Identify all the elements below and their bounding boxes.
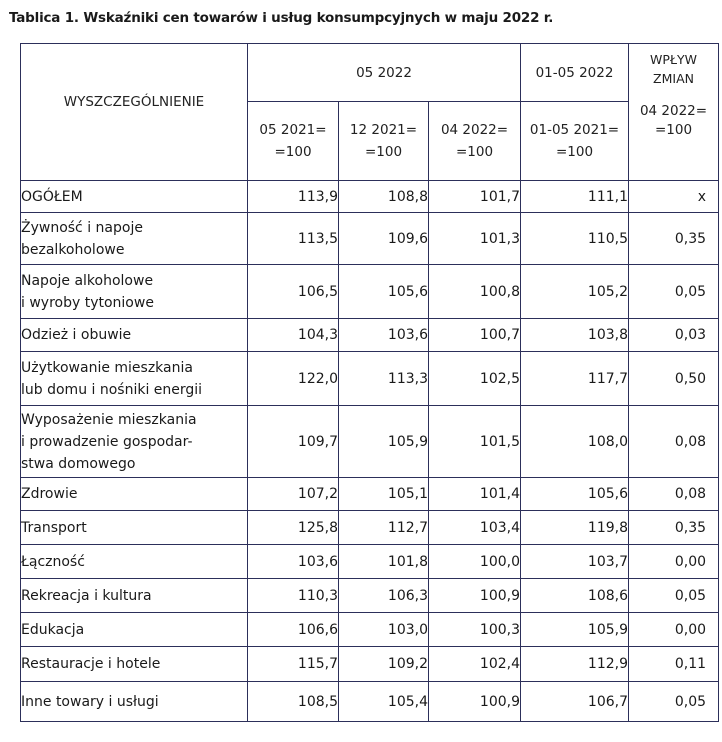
sub-header-0 <box>248 102 339 181</box>
header-wplyw <box>629 44 719 181</box>
row-value-col-4: 0,08 <box>629 406 719 478</box>
row-value-col-3: 110,5 <box>521 213 629 265</box>
header-wplyw-sub-l1: 04 2022= <box>639 103 708 119</box>
row-label-line: Rekreacja i kultura <box>21 587 152 604</box>
row-label <box>21 213 248 265</box>
row-label-line: Żywność i napoje <box>21 219 143 236</box>
table-row <box>21 213 719 265</box>
row-label <box>21 545 248 579</box>
table-row <box>21 579 719 613</box>
row-value-col-4: 0,05 <box>629 682 719 722</box>
row-label-line: i wyroby tytoniowe <box>21 294 154 311</box>
row-value-col-1: 105,1 <box>339 478 429 511</box>
row-value-col-2: 101,7 <box>429 181 521 213</box>
cpi-table <box>20 43 719 722</box>
row-value-col-3: 117,7 <box>521 352 629 406</box>
row-value-col-2: 102,5 <box>429 352 521 406</box>
row-value-col-3: 103,8 <box>521 319 629 352</box>
row-value-col-3: 106,7 <box>521 682 629 722</box>
row-label-line: Edukacja <box>21 621 85 638</box>
header-group-01-05-2022: 01-05 2022 <box>521 44 629 102</box>
row-value-col-3: 119,8 <box>521 511 629 545</box>
sub-header-line2: =100 <box>364 144 403 160</box>
row-value-col-3: 112,9 <box>521 647 629 682</box>
sub-header-line1: 05 2021= <box>259 122 327 138</box>
row-value-col-0: 125,8 <box>248 511 339 545</box>
sub-header-line1: 01-05 2021= <box>529 122 620 138</box>
row-value-col-1: 105,6 <box>339 265 429 319</box>
row-value-col-1: 108,8 <box>339 181 429 213</box>
sub-header-2 <box>429 102 521 181</box>
sub-header-line2: =100 <box>455 144 494 160</box>
header-wplyw-l1: WPŁYW <box>650 52 697 67</box>
row-label <box>21 352 248 406</box>
row-value-col-3: 108,0 <box>521 406 629 478</box>
row-value-col-4: 0,05 <box>629 265 719 319</box>
header-group-05-2022: 05 2022 <box>248 44 521 102</box>
header-wplyw-l2: ZMIAN <box>653 71 694 86</box>
table-row <box>21 545 719 579</box>
row-value-col-2: 100,3 <box>429 613 521 647</box>
row-label-line: Łączność <box>21 553 85 570</box>
row-value-col-1: 109,2 <box>339 647 429 682</box>
row-value-col-3: 103,7 <box>521 545 629 579</box>
row-value-col-0: 106,6 <box>248 613 339 647</box>
row-value-col-4: 0,00 <box>629 613 719 647</box>
row-value-col-2: 102,4 <box>429 647 521 682</box>
row-value-col-0: 113,5 <box>248 213 339 265</box>
sub-header-line2: =100 <box>555 144 594 160</box>
row-value-col-0: 108,5 <box>248 682 339 722</box>
row-value-col-4: 0,11 <box>629 647 719 682</box>
row-value-col-3: 108,6 <box>521 579 629 613</box>
row-value-col-0: 103,6 <box>248 545 339 579</box>
row-label <box>21 579 248 613</box>
row-label-line: Transport <box>21 519 87 536</box>
row-label <box>21 265 248 319</box>
row-value-col-2: 100,0 <box>429 545 521 579</box>
row-value-col-0: 109,7 <box>248 406 339 478</box>
row-value-col-2: 101,5 <box>429 406 521 478</box>
row-label-line: stwa domowego <box>21 455 136 472</box>
table-row <box>21 265 719 319</box>
row-value-col-1: 109,6 <box>339 213 429 265</box>
table-row <box>21 613 719 647</box>
row-value-col-3: 105,2 <box>521 265 629 319</box>
row-label-line: Wyposażenie mieszkania <box>21 411 197 428</box>
row-label <box>21 319 248 352</box>
row-value-col-4: 0,03 <box>629 319 719 352</box>
row-label-line: i prowadzenie gospodar- <box>21 433 193 450</box>
row-label-line: Odzież i obuwie <box>21 327 132 343</box>
row-label-line: Napoje alkoholowe <box>21 272 154 289</box>
row-label-line: Restauracje i hotele <box>21 656 161 672</box>
row-value-col-0: 115,7 <box>248 647 339 682</box>
row-label-line: Inne towary i usługi <box>21 693 159 710</box>
row-label <box>21 511 248 545</box>
row-value-col-3: 105,9 <box>521 613 629 647</box>
table-row <box>21 406 719 478</box>
table-row <box>21 647 719 682</box>
row-label <box>21 406 248 478</box>
row-value-col-2: 100,7 <box>429 319 521 352</box>
row-label-line: lub domu i nośniki energii <box>21 381 203 398</box>
row-value-col-0: 110,3 <box>248 579 339 613</box>
row-label <box>21 647 248 682</box>
sub-header-line1: 04 2022= <box>440 122 509 138</box>
table-row <box>21 319 719 352</box>
row-value-col-2: 100,8 <box>429 265 521 319</box>
row-value-col-1: 103,0 <box>339 613 429 647</box>
row-value-col-4: 0,35 <box>629 511 719 545</box>
row-value-col-0: 113,9 <box>248 181 339 213</box>
table-row <box>21 181 719 213</box>
row-value-col-2: 101,4 <box>429 478 521 511</box>
table-row <box>21 478 719 511</box>
table-title: Tablica 1. Wskaźniki cen towarów i usług konsumpcyjnych w maju 2022 r. <box>9 10 554 26</box>
header-wplyw-sub-l2: =100 <box>654 122 693 138</box>
row-value-col-4: x <box>629 181 719 213</box>
row-label <box>21 682 248 722</box>
row-value-col-2: 101,3 <box>429 213 521 265</box>
row-value-col-1: 106,3 <box>339 579 429 613</box>
row-value-col-1: 103,6 <box>339 319 429 352</box>
row-value-col-4: 0,05 <box>629 579 719 613</box>
row-value-col-3: 105,6 <box>521 478 629 511</box>
table-row <box>21 352 719 406</box>
row-label-line: bezalkoholowe <box>21 241 125 258</box>
sub-header-3 <box>521 102 629 181</box>
row-value-col-1: 113,3 <box>339 352 429 406</box>
header-category: WYSZCZEGÓLNIENIE <box>21 44 248 181</box>
sub-header-line2: =100 <box>274 144 312 160</box>
table-body <box>21 181 719 722</box>
row-value-col-1: 101,8 <box>339 545 429 579</box>
row-label <box>21 181 248 213</box>
row-label <box>21 478 248 511</box>
row-label-line: Użytkowanie mieszkania <box>21 359 193 376</box>
row-value-col-2: 100,9 <box>429 579 521 613</box>
row-label-line: Zdrowie <box>21 486 78 502</box>
row-value-col-4: 0,50 <box>629 352 719 406</box>
table-row <box>21 682 719 722</box>
sub-header-1 <box>339 102 429 181</box>
row-value-col-4: 0,35 <box>629 213 719 265</box>
row-value-col-4: 0,08 <box>629 478 719 511</box>
row-value-col-1: 105,4 <box>339 682 429 722</box>
table-row <box>21 511 719 545</box>
row-value-col-4: 0,00 <box>629 545 719 579</box>
row-label <box>21 613 248 647</box>
row-value-col-2: 100,9 <box>429 682 521 722</box>
row-value-col-0: 106,5 <box>248 265 339 319</box>
row-value-col-1: 105,9 <box>339 406 429 478</box>
row-value-col-0: 107,2 <box>248 478 339 511</box>
row-value-col-3: 111,1 <box>521 181 629 213</box>
sub-header-line1: 12 2021= <box>349 122 418 138</box>
row-value-col-0: 122,0 <box>248 352 339 406</box>
row-label-line: OGÓŁEM <box>21 188 83 205</box>
row-value-col-2: 103,4 <box>429 511 521 545</box>
row-value-col-0: 104,3 <box>248 319 339 352</box>
row-value-col-1: 112,7 <box>339 511 429 545</box>
